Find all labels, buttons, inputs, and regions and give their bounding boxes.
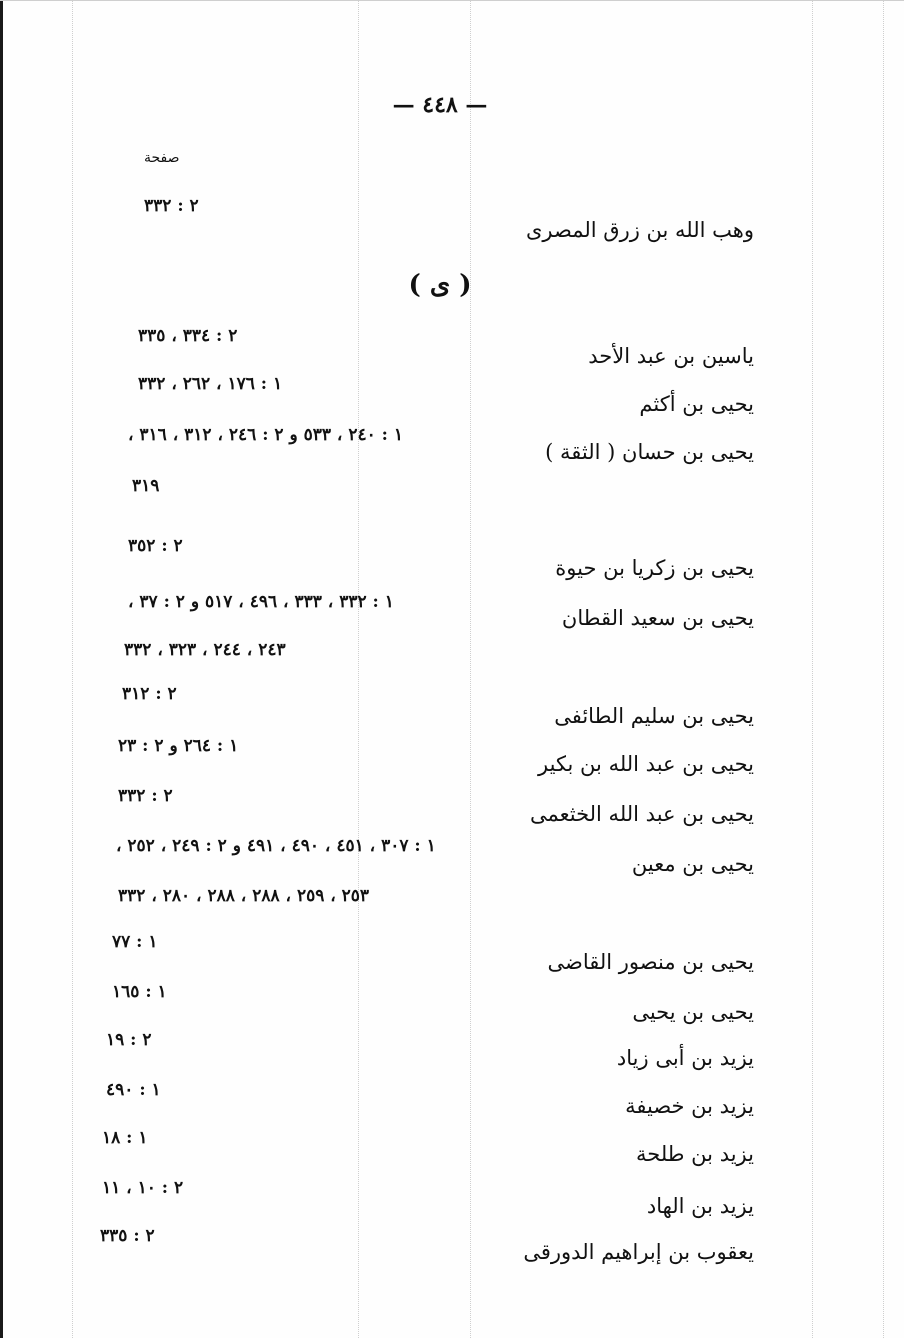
entry-refs: ١ : ١٦٥ [112,982,167,1002]
entry-name: يزيد بن خصيفة [625,1094,754,1118]
entry-refs: ١ : ٣٣٢ ، ٣٣٣ ، ٤٩٦ ، ٥١٧ و ٢ : ٣٧ ، [128,592,394,612]
entry-refs: ١ : ٤٩٠ [106,1080,161,1100]
section-letter: ( ى ) [408,270,472,300]
entry-name: يحيى بن معين [631,852,754,876]
entry-name: يحيى بن سليم الطائفى [554,704,754,728]
entry-name: وهب الله بن زرق المصرى [526,218,754,242]
entry-name: يحيى بن سعيد القطان [561,606,754,630]
scan-guide-line [470,0,471,1338]
entry-name: يحيى بن عبد الله بن بكير [538,752,754,776]
entry-refs: ٢ : ٣٥٢ [128,536,183,556]
entry-refs: ٢ : ٣٣٢ [144,196,199,216]
entry-name: يحيى بن أكثم [639,392,754,416]
entry-refs: ١ : ٣٠٧ ، ٤٥١ ، ٤٩٠ ، ٤٩١ و ٢ : ٢٤٩ ، ٢٥٢ ، [116,836,436,856]
scan-guide-line [883,0,884,1338]
entry-refs: ٢ : ٣٣٢ [118,786,173,806]
entry-name: يحيى بن حسان ( الثقة ) [545,440,754,464]
entry-refs-continued: ٢٥٣ ، ٢٥٩ ، ٢٨٨ ، ٢٨٨ ، ٢٨٠ ، ٣٣٢ [118,886,370,906]
entry-refs: ٢ : ٣٣٥ [100,1226,155,1246]
entry-refs-continued: ٣١٩ [132,476,160,496]
entry-refs-continued: ٢٤٣ ، ٢٤٤ ، ٣٢٣ ، ٣٣٢ [124,640,286,660]
entry-name: يحيى بن منصور القاضى [547,950,754,974]
scan-guide-line [358,0,359,1338]
page-number: — ٤٤٨ — [392,92,488,118]
entry-name: يزيد بن أبى زياد [616,1046,754,1070]
entry-name: ياسين بن عبد الأحد [588,344,754,368]
page-left-edge [0,0,3,1338]
entry-refs: ٢ : ١٩ [106,1030,152,1050]
entry-refs: ٢ : ١٠ ، ١١ [102,1178,184,1198]
entry-refs: ١ : ٢٤٠ ، ٥٣٣ و ٢ : ٢٤٦ ، ٣١٢ ، ٣١٦ ، [128,425,403,445]
entry-name: يزيد بن طلحة [636,1142,754,1166]
page-top-edge [0,0,904,1]
entry-refs: ١ : ١٨ [102,1128,148,1148]
entry-refs: ٢ : ٣٣٤ ، ٣٣٥ [138,326,238,346]
entry-name: يعقوب بن إبراهيم الدورقى [523,1240,754,1264]
entry-refs: ١ : ٧٧ [112,932,158,952]
entry-name: يحيى بن عبد الله الخثعمى [529,802,754,826]
page-column-header: صفحة [144,150,180,166]
entry-name: يحيى بن زكريا بن حيوة [555,556,754,580]
scan-guide-line [72,0,73,1338]
entry-name: يحيى بن يحيى [632,1000,754,1024]
entry-refs: ٢ : ٣١٢ [122,684,177,704]
entry-refs: ١ : ١٧٦ ، ٢٦٢ ، ٣٣٢ [138,374,283,394]
entry-name: يزيد بن الهاد [646,1194,754,1218]
entry-refs: ١ : ٢٦٤ و ٢ : ٢٣ [118,736,239,756]
scan-guide-line [812,0,813,1338]
